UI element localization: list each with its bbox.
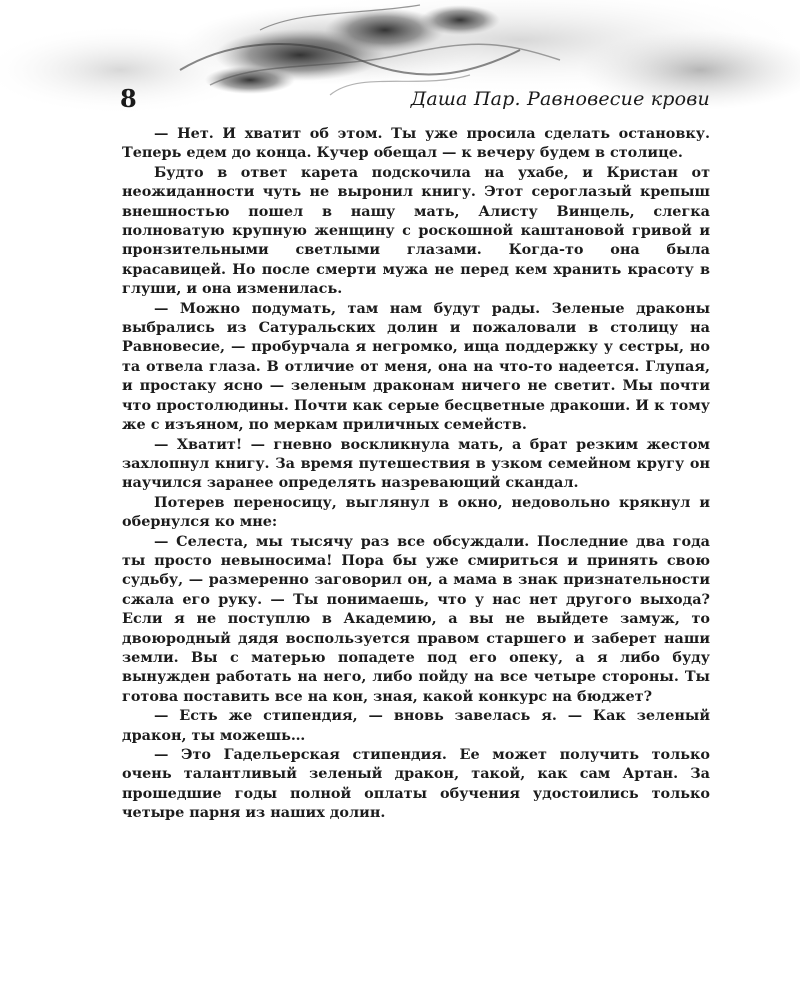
page-number: 8	[120, 84, 137, 113]
running-title: Даша Пар. Равновесие крови	[410, 88, 710, 110]
paragraph: — Селеста, мы тысячу раз все обсуждали. Последние два года ты просто невыносима! Пора бы уже смириться и принять свою судьбу, — размеренно заговорил он, а мама в знак признательности сжала его руку. — Ты понимаешь, что у нас нет другого выхода? Если я не поступлю в Академию, а вы не выйдете замуж, то двоюродный дядя воспользуется правом старшего и заберет наши земли. Вы с матерью попадете под его опеку, а я либо буду вынужден работать на него, либо пойду на все четыре стороны. Ты готова поставить все на кон, зная, какой конкурс на бюджет?	[122, 532, 710, 705]
page-header	[120, 80, 710, 116]
paragraph: — Хватит! — гневно воскликнула мать, а брат резким жестом захлопнул книгу. За время путешествия в узком семейном кругу он научился заранее определять назревающий скандал.	[122, 435, 710, 492]
paragraph: — Это Гадельерская стипендия. Ее может получить только очень талантливый зеленый дракон, такой, как сам Артан. За прошедшие годы полной оплаты обучения удостоились только четыре парня из наших долин.	[122, 746, 710, 822]
body-text	[122, 124, 710, 823]
paragraph: — Можно подумать, там нам будут рады. Зеленые драконы выбрались из Сатуральских долин и пожаловали в столицу на Равновесие, — пробурчала я негромко, ища поддержку у сестры, но та отвела глаза. В отличие от меня, она на что-то надеется. Глупая, и простаку ясно — зеленым драконам ничего не светит. Мы почти что простолюдины. Почти как серые бесцветные дракоши. И к тому же с изъяном, по меркам приличных семейств.	[122, 299, 710, 434]
paragraph: — Нет. И хватит об этом. Ты уже просила сделать остановку. Теперь едем до конца. Кучер обещал — к вечеру будем в столице.	[122, 125, 710, 162]
paragraph: Будто в ответ карета подскочила на ухабе, и Кристан от неожиданности чуть не выронил книгу. Этот сероглазый крепыш внешностью пошел в нашу мать, Алисту Винцель, слегка полноватую крупную женщину с роскошной каштановой гривой и пронзительными светлыми глазами. Когда-то она была красавицей. Но после смерти мужа не перед кем хранить красоту в глуши, и она изменилась.	[122, 163, 710, 298]
paragraph: Потерев переносицу, выглянул в окно, недовольно крякнул и обернулся ко мне:	[122, 493, 710, 531]
paragraph: — Есть же стипендия, — вновь завелась я. — Как зеленый дракон, ты можешь…	[122, 707, 710, 744]
